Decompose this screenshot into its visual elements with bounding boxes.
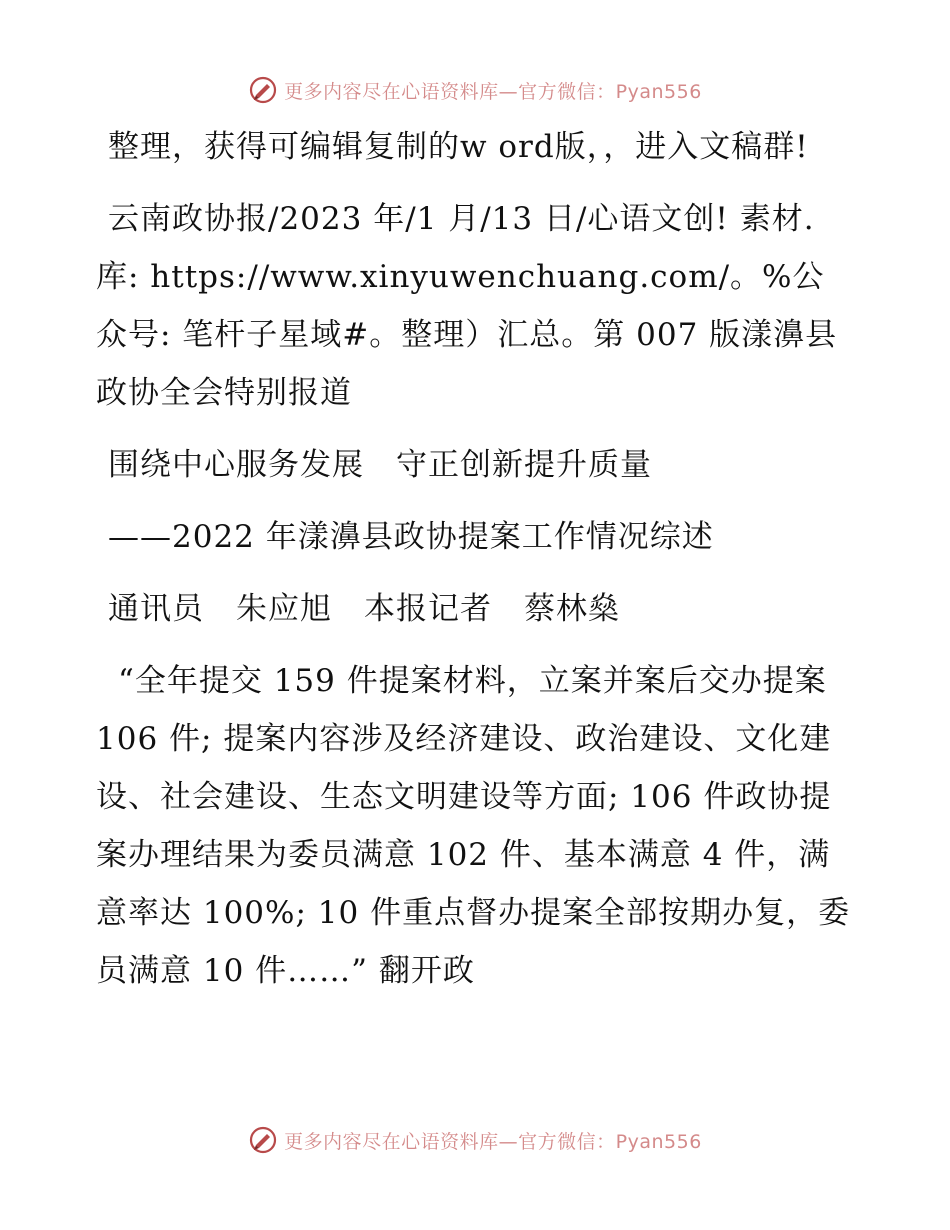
watermark-text: 更多内容尽在心语资料库—官方微信：Pyan556 [284, 1130, 702, 1153]
header-watermark [0, 70, 950, 110]
pen-logo-icon [248, 75, 278, 105]
article-subtitle: ——2022 年漾濞县政协提案工作情况综述 [108, 519, 714, 555]
paragraph-intro: 整理，获得可编辑复制的w ord版，，进入文稿群! [108, 129, 809, 165]
pen-logo-icon [248, 1125, 278, 1155]
watermark-text: 更多内容尽在心语资料库—官方微信：Pyan556 [284, 80, 702, 103]
article-title: 围绕中心服务发展 守正创新提升质量 [108, 447, 652, 483]
paragraph-source: 云南政协报/2023 年/1 月/13 日/心语文创! 素材.库: https://www.xinyuwenchuang.com/。%公众号: 笔杆子星域#。整理）汇总。第 007 版漾濞县政协全会特别报道 [96, 201, 838, 411]
paragraph-body: “全年提交 159 件提案材料，立案并案后交办提案 106 件; 提案内容涉及经济建设、政治建设、文化建设、社会建设、生态文明建设等方面; 106 件政协提案办理结果为委员满意 102 件、基本满意 4 件，满意率达 100%; 10 件重点督办提案全部按期办复，委员满意 10 件……” 翻开政 [96, 663, 851, 989]
footer-watermark [0, 1120, 950, 1160]
article-byline: 通讯员 朱应旭 本报记者 蔡林燊 [108, 591, 620, 627]
document-body [96, 118, 856, 1014]
